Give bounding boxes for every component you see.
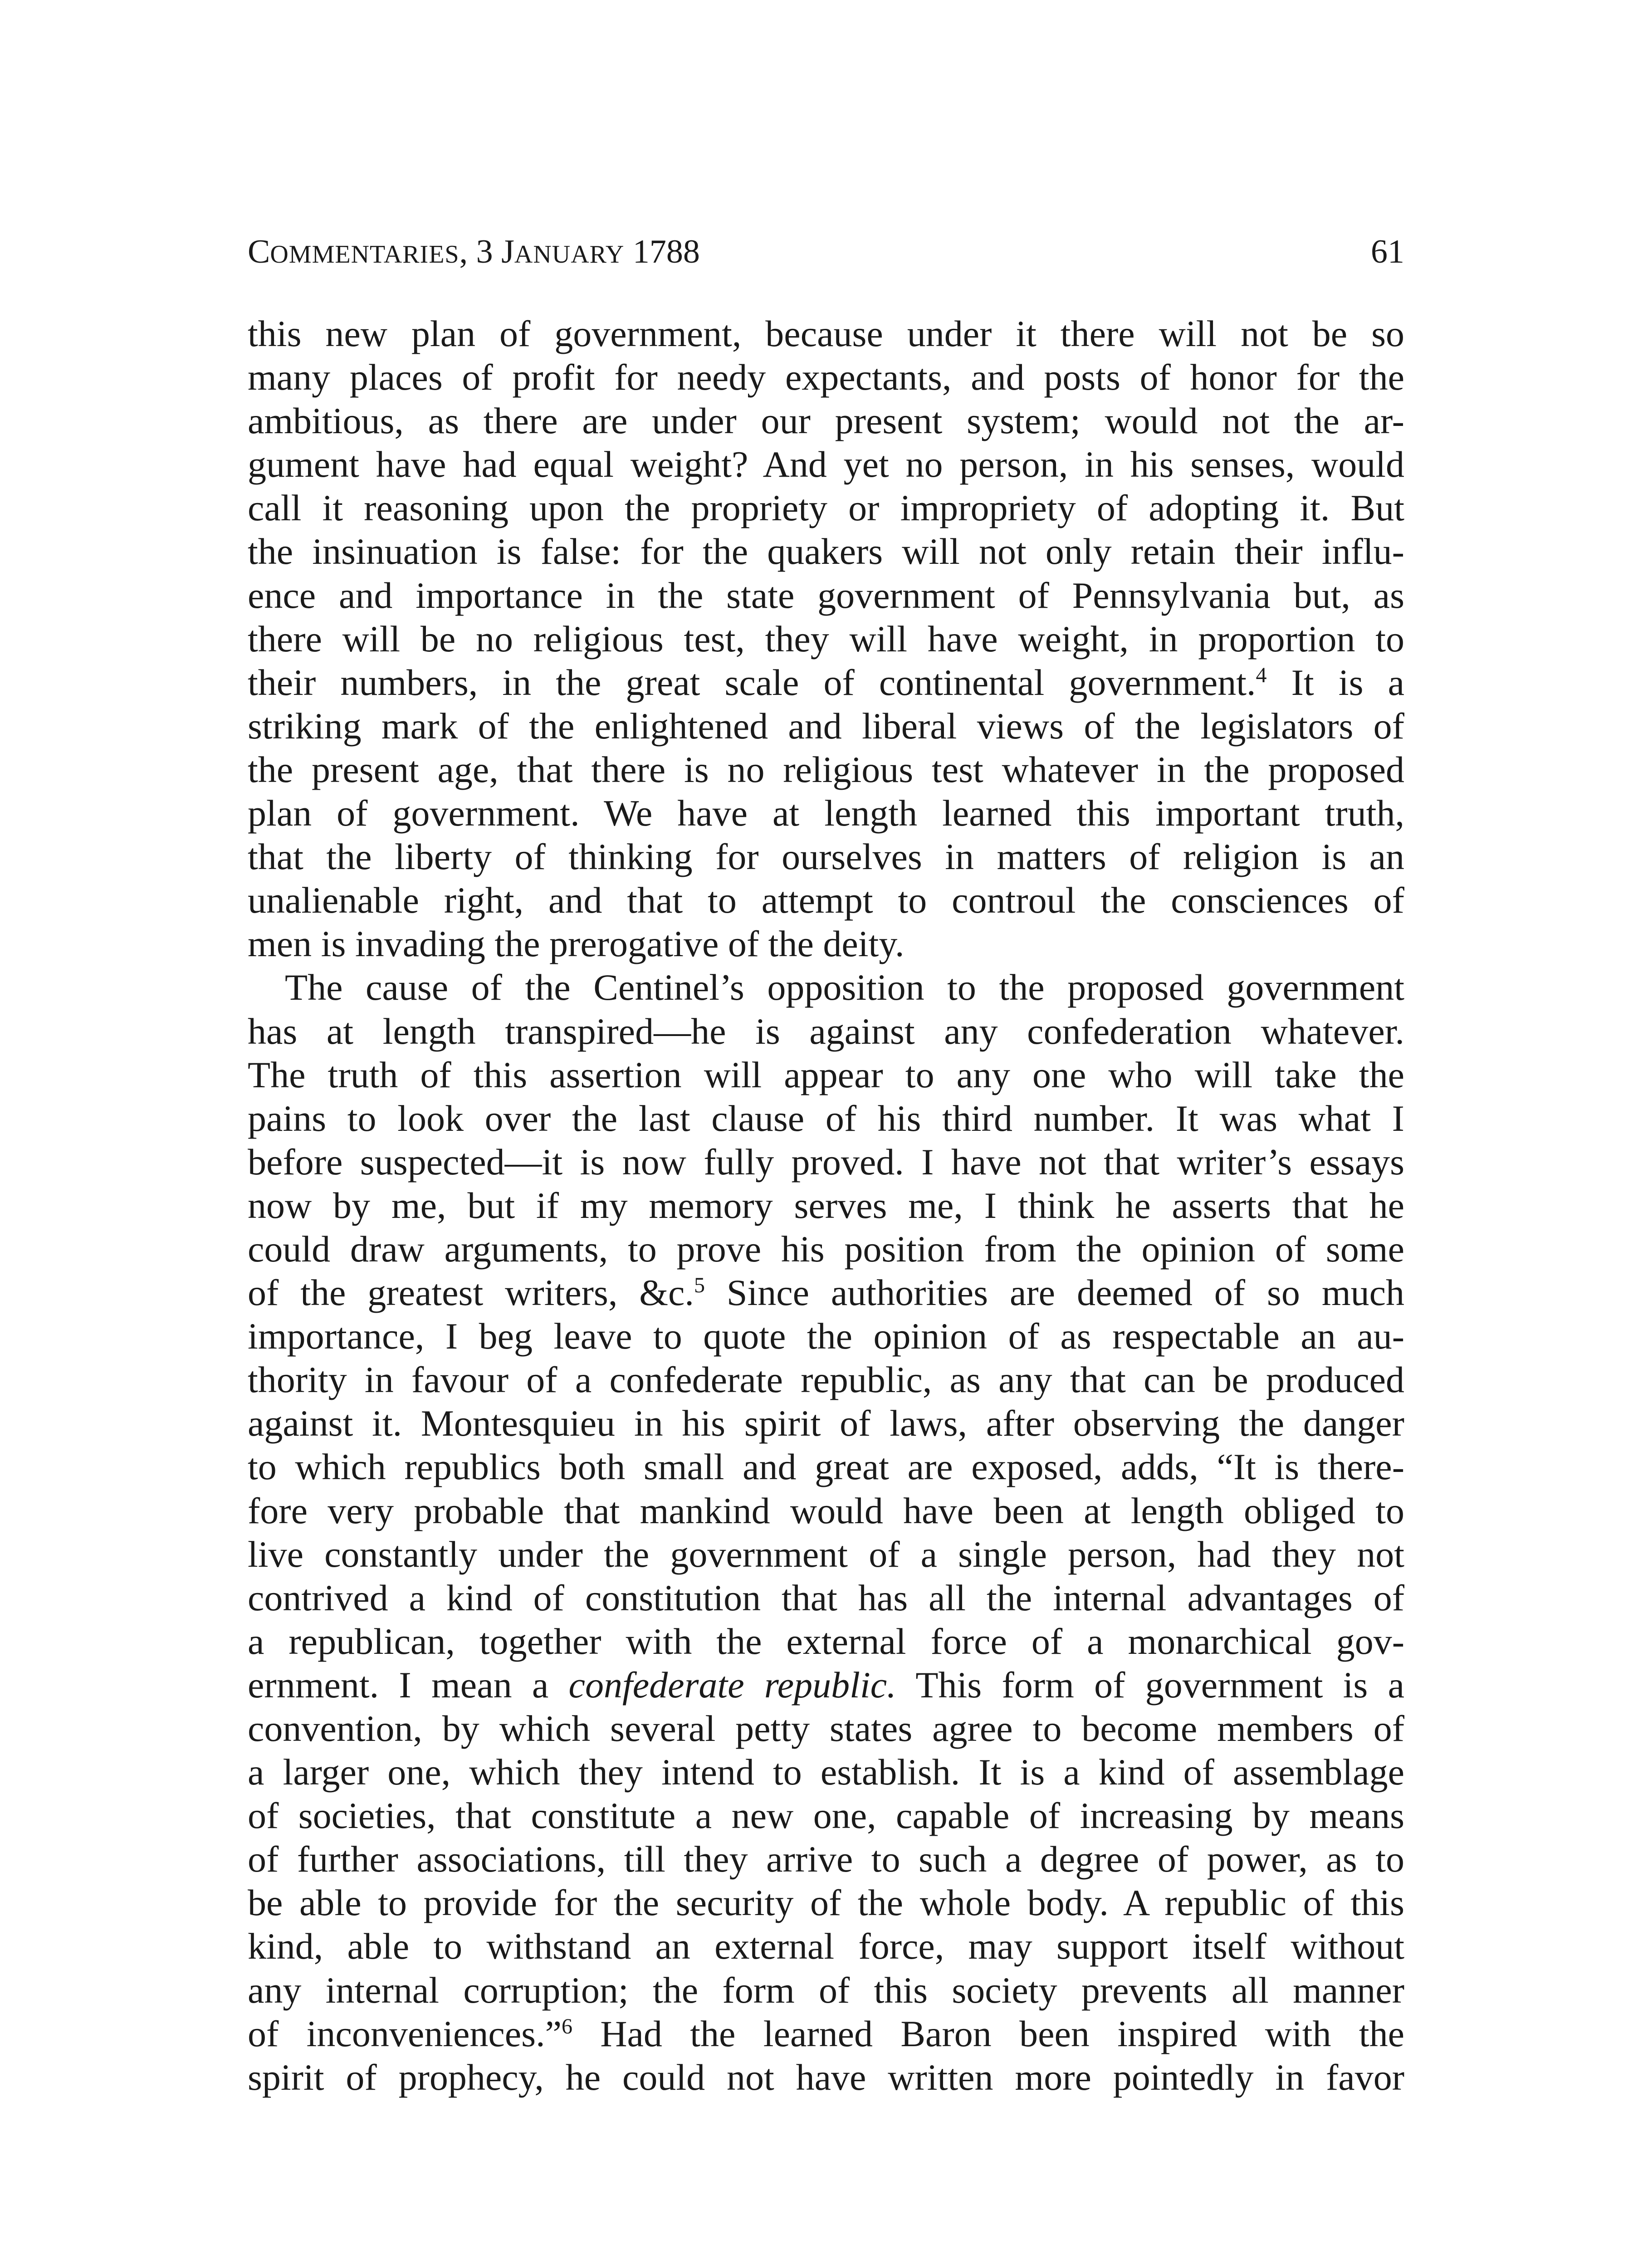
text-line: of further associations, till they arrive to such a degree of power, as to <box>248 1838 1404 1880</box>
text-line: call it reasoning upon the propriety or impropriety of adopting it. But <box>248 487 1404 529</box>
text-line: this new plan of government, because under it there will not be so <box>248 313 1404 354</box>
paragraph-2 <box>248 966 1404 2099</box>
text-line: plan of government. We have at length learned this important truth, <box>248 792 1404 834</box>
text-line: of inconveniences.”$^6$ Had the learned Baron been inspired with the <box>248 2013 1404 2054</box>
text-line: live constantly under the government of a single person, had they not <box>248 1533 1404 1575</box>
text-line: be able to provide for the security of the whole body. A republic of this <box>248 1882 1404 1924</box>
text-line: could draw arguments, to prove his position from the opinion of some <box>248 1228 1404 1270</box>
text-line: gument have had equal weight? And yet no person, in his senses, would <box>248 444 1404 485</box>
text-line: contrived a kind of constitution that has all the internal advantages of <box>248 1577 1404 1618</box>
running-title: COMMENTARIES, 3 JANUARY 1788 <box>248 233 700 270</box>
text-line: many places of profit for needy expectants, and posts of honor for the <box>248 357 1404 398</box>
text-line: any internal corruption; the form of this society prevents all manner <box>248 1969 1404 2011</box>
footnote-ref: 6 <box>561 2014 572 2038</box>
body-text <box>248 312 1404 2099</box>
text-line: spirit of prophecy, he could not have written more pointedly in favor <box>248 2056 1404 2098</box>
text-line: of societies, that constitute a new one, capable of increasing by means <box>248 1795 1404 1837</box>
text-line: the insinuation is false: for the quakers will not only retain their influ- <box>248 531 1404 572</box>
text-line: against it. Montesquieu in his spirit of laws, after observing the danger <box>248 1403 1404 1444</box>
text-line: the present age, that there is no religious test whatever in the proposed <box>248 748 1404 790</box>
text-line: ernment. I mean a confederate republic. This form of government is a <box>248 1664 1404 1706</box>
text-line: to which republics both small and great are exposed, adds, “It is there- <box>248 1446 1404 1488</box>
text-line: kind, able to withstand an external force, may support itself without <box>248 1926 1404 1967</box>
text-line: before suspected—it is now fully proved. I have not that writer’s essays <box>248 1141 1404 1183</box>
text-line: now by me, but if my memory serves me, I think he asserts that he <box>248 1184 1404 1226</box>
text-line: there will be no religious test, they will have weight, in proportion to <box>248 618 1404 660</box>
text-line: fore very probable that mankind would have been at length obliged to <box>248 1490 1404 1531</box>
text-line: convention, by which several petty states agree to become members of <box>248 1708 1404 1749</box>
text-line: has at length transpired—he is against any confederation whatever. <box>248 1010 1404 1052</box>
text-line: ambitious, as there are under our present system; would not the ar- <box>248 400 1404 442</box>
text-line: of the greatest writers, &c.$^5$ Since authorities are deemed of so much <box>248 1272 1404 1314</box>
text-line: The cause of the Centinel’s opposition to the proposed government <box>285 967 1404 1008</box>
footnote-ref: 4 <box>1256 663 1267 687</box>
paragraph-1 <box>248 312 1404 966</box>
text-line: a larger one, which they intend to establish. It is a kind of assemblage <box>248 1751 1404 1793</box>
page-number: 61 <box>1371 233 1404 270</box>
footnote-ref: 5 <box>694 1273 705 1298</box>
italic-term: confederate republic. <box>568 1664 896 1706</box>
text-line: pains to look over the last clause of his third number. It was what I <box>248 1097 1404 1139</box>
text-line: striking mark of the enlightened and liberal views of the legislators of <box>248 705 1404 747</box>
text-line: importance, I beg leave to quote the opinion of as respectable an au- <box>248 1315 1404 1357</box>
text-line: ence and importance in the state government of Pennsylvania but, as <box>248 574 1404 616</box>
running-head <box>248 227 1404 277</box>
text-line: men is invading the prerogative of the deity. <box>248 923 905 965</box>
text-line: their numbers, in the great scale of continental government.$^4$ It is a <box>248 661 1404 703</box>
text-line: a republican, together with the external force of a monarchical gov- <box>248 1620 1404 1662</box>
text-line: that the liberty of thinking for ourselves in matters of religion is an <box>248 836 1404 878</box>
text-line: The truth of this assertion will appear to any one who will take the <box>248 1054 1404 1095</box>
text-line: unalienable right, and that to attempt to controul the consciences of <box>248 880 1404 921</box>
text-line: thority in favour of a confederate republic, as any that can be produced <box>248 1359 1404 1401</box>
